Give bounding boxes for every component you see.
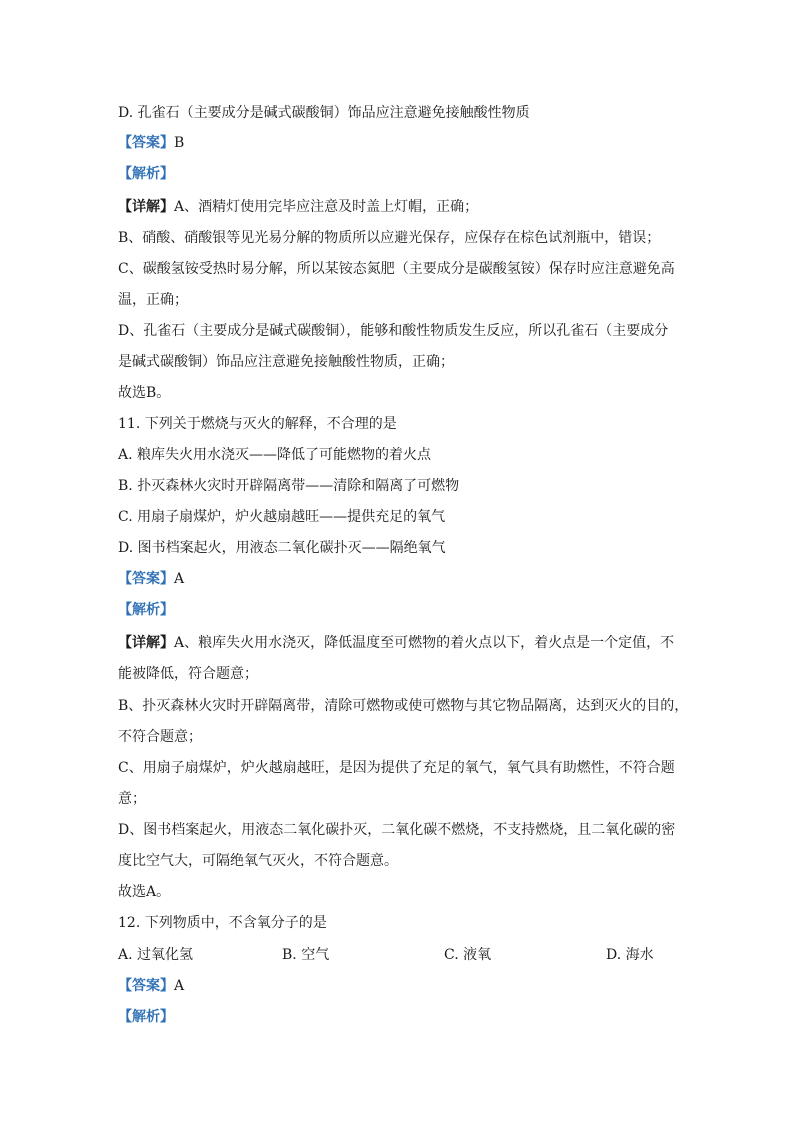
q11-detail-line-5: C、用扇子扇煤炉，炉火越扇越旺，是因为提供了充足的氧气，氧气具有助燃性，不符合题 [118,760,675,776]
q12-option-a: A. 过氧化氢 [118,947,194,963]
q11-detail-line-1 [118,633,698,653]
answer-label: 【答案】 [118,978,174,994]
answer-label: 【答案】 [118,571,174,587]
q11-detail-line-8: 度比空气大，可隔绝氧气灭火，不符合题意。 [118,853,398,869]
answer-value: A [174,978,185,994]
q10-option-d: D. 孔雀石（主要成分是碱式碳酸铜）饰品应注意避免接触酸性物质 [118,105,530,121]
answer-value: A [174,571,185,587]
q11-conclusion: 故选A。 [118,884,171,900]
q12-stem: 12. 下列物质中，不含氧分子的是 [118,915,327,931]
q11-stem: 11. 下列关于燃烧与灭火的解释，不合理的是 [118,416,397,432]
q11-answer [118,569,698,589]
analysis-label: 【解析】 [118,166,174,182]
answer-label: 【答案】 [118,135,174,151]
q11-option-a: A. 粮库失火用水浇灭——降低了可能燃物的着火点 [118,447,432,463]
q11-option-c: C. 用扇子扇煤炉，炉火越扇越旺——提供充足的氧气 [118,509,446,525]
detail-text: A、粮库失火用水浇灭，降低温度至可燃物的着火点以下，着火点是一个定值，不 [174,635,675,651]
detail-text: A、酒精灯使用完毕应注意及时盖上灯帽，正确； [174,199,479,215]
q12-answer [118,976,698,996]
q11-option-d: D. 图书档案起火，用液态二氧化碳扑灭——隔绝氧气 [118,540,446,556]
q11-analysis-label [118,600,698,620]
answer-value: B [174,135,185,151]
q11-detail-line-2: 能被降低，符合题意； [118,666,258,682]
q11-detail-line-7: D、图书档案起火，用液态二氧化碳扑灭，二氧化碳不燃烧，不支持燃烧，且二氧化碳的密 [118,822,676,838]
q10-detail-line-6: 是碱式碳酸铜）饰品应注意避免接触酸性物质，正确； [118,354,454,370]
q10-detail-line-5: D、孔雀石（主要成分是碱式碳酸铜），能够和酸性物质发生反应，所以孔雀石（主要成分 [118,323,669,339]
analysis-label: 【解析】 [118,1009,174,1025]
q10-conclusion: 故选B。 [118,385,171,401]
q12-analysis-label [118,1007,698,1027]
q10-detail-line-3: C、碳酸氢铵受热时易分解，所以某铵态氮肥（主要成分是碳酸氢铵）保存时应注意避免高 [118,261,675,277]
q10-detail-line-4: 温，正确； [118,292,188,308]
detail-label: 【详解】 [118,635,174,651]
q12-option-c: C. 液氧 [444,947,492,963]
detail-label: 【详解】 [118,199,174,215]
q11-detail-line-4: 不符合题意； [118,729,202,745]
q10-detail-line-2: B、硝酸、硝酸银等见光易分解的物质所以应避光保存，应保存在棕色试剂瓶中，错误； [118,230,661,246]
q11-detail-line-3: B、扑灭森林火灾时开辟隔离带，清除可燃物或使可燃物与其它物品隔离，达到灭火的目的， [118,698,689,714]
q10-analysis-label [118,164,698,184]
q10-answer [118,133,698,153]
q11-detail-line-6: 意； [118,791,146,807]
q12-option-b: B. 空气 [282,947,330,963]
analysis-label: 【解析】 [118,602,174,618]
q10-detail-line-1 [118,197,698,217]
q12-option-d: D. 海水 [606,947,654,963]
q11-option-b: B. 扑灭森林火灾时开辟隔离带——清除和隔离了可燃物 [118,478,460,494]
